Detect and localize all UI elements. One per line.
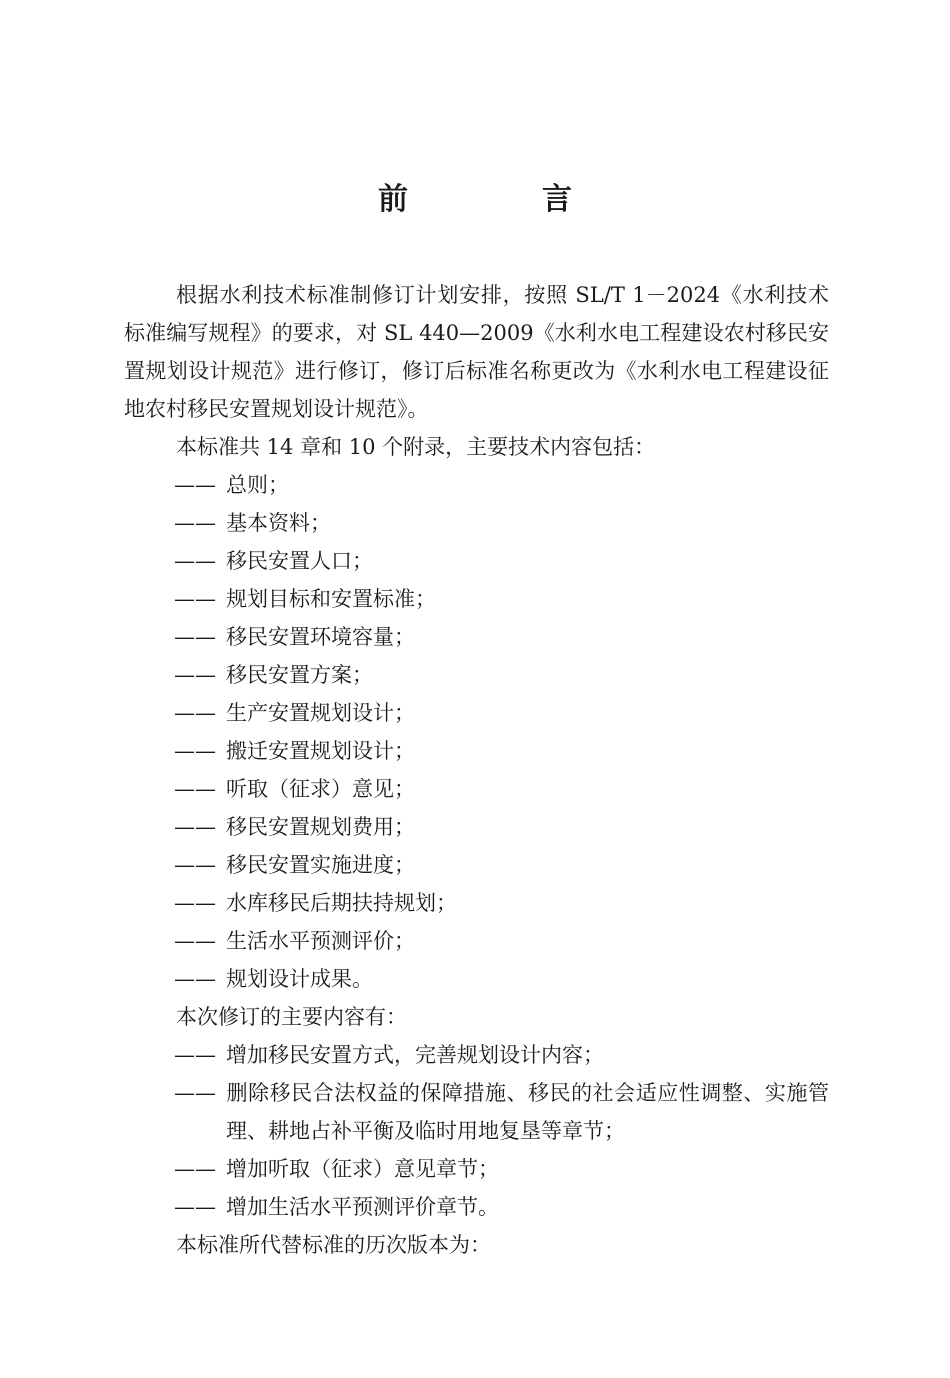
list-item [124, 580, 829, 618]
dash-marker: —— [174, 511, 216, 535]
dash-marker: —— [174, 549, 216, 573]
revision-item-text: 增加生活水平预测评价章节。 [226, 1195, 499, 1219]
chapter-item-text: 规划目标和安置标准； [226, 587, 436, 611]
dash-marker: —— [174, 929, 216, 953]
dash-marker: —— [174, 777, 216, 801]
chapter-item-text: 听取（征求）意见； [226, 777, 415, 801]
dash-marker: —— [174, 1081, 216, 1105]
revision-item-text: 增加听取（征求）意见章节； [226, 1157, 499, 1181]
document-body [124, 276, 829, 1264]
list-item [124, 618, 829, 656]
list-item [124, 808, 829, 846]
chapter-item-text: 水库移民后期扶持规划； [226, 891, 457, 915]
history-intro: 本标准所代替标准的历次版本为： [176, 1233, 491, 1257]
dash-marker: —— [174, 1195, 216, 1219]
revision-item-text: 删除移民合法权益的保障措施、移民的社会适应性调整、实施管理、耕地占补平衡及临时用地复垦等章节； [226, 1081, 829, 1143]
dash-marker: —— [174, 625, 216, 649]
revision-item-text: 增加移民安置方式，完善规划设计内容； [226, 1043, 604, 1067]
chapter-item-text: 搬迁安置规划设计； [226, 739, 415, 763]
chapter-item-text: 移民安置方案； [226, 663, 373, 687]
dash-marker: —— [174, 473, 216, 497]
list-item [124, 846, 829, 884]
chapter-item-text: 移民安置规划费用； [226, 815, 415, 839]
chapter-item-text: 生活水平预测评价； [226, 929, 415, 953]
list-item [124, 960, 829, 998]
chapter-item-text: 移民安置环境容量； [226, 625, 415, 649]
dash-marker: —— [174, 815, 216, 839]
dash-marker: —— [174, 967, 216, 991]
intro-paragraph: 根据水利技术标准制修订计划安排，按照 SL/T 1－2024《水利技术标准编写规程》的要求，对 SL 440—2009《水利水电工程建设农村移民安置规划设计规范》进行修订，修订后标准名称更改为《水利水电工程建设征地农村移民安置规划设计规范》。 [124, 283, 829, 421]
list-item [124, 1150, 829, 1188]
list-item [124, 466, 829, 504]
list-item [124, 732, 829, 770]
list-item [124, 922, 829, 960]
contents-intro: 本标准共 14 章和 10 个附录，主要技术内容包括： [176, 435, 656, 459]
chapter-item-text: 生产安置规划设计； [226, 701, 415, 725]
list-item [124, 770, 829, 808]
dash-marker: —— [174, 739, 216, 763]
chapter-item-text: 移民安置人口； [226, 549, 373, 573]
dash-marker: —— [174, 587, 216, 611]
list-item [124, 504, 829, 542]
dash-marker: —— [174, 1157, 216, 1181]
list-item [124, 1036, 829, 1074]
list-item [124, 542, 829, 580]
dash-marker: —— [174, 1043, 216, 1067]
page-title: 前 言 [378, 182, 624, 217]
dash-marker: —— [174, 663, 216, 687]
revision-intro: 本次修订的主要内容有： [176, 1005, 407, 1029]
dash-marker: —— [174, 701, 216, 725]
list-item [124, 884, 829, 922]
chapter-item-text: 基本资料； [226, 511, 331, 535]
chapter-item-text: 总则； [226, 473, 289, 497]
chapter-item-text: 移民安置实施进度； [226, 853, 415, 877]
list-item [124, 656, 829, 694]
revision-list [124, 1036, 829, 1226]
chapter-item-text: 规划设计成果。 [226, 967, 373, 991]
list-item [124, 1074, 829, 1150]
list-item [124, 1188, 829, 1226]
dash-marker: —— [174, 853, 216, 877]
chapter-list [124, 466, 829, 998]
list-item [124, 694, 829, 732]
dash-marker: —— [174, 891, 216, 915]
